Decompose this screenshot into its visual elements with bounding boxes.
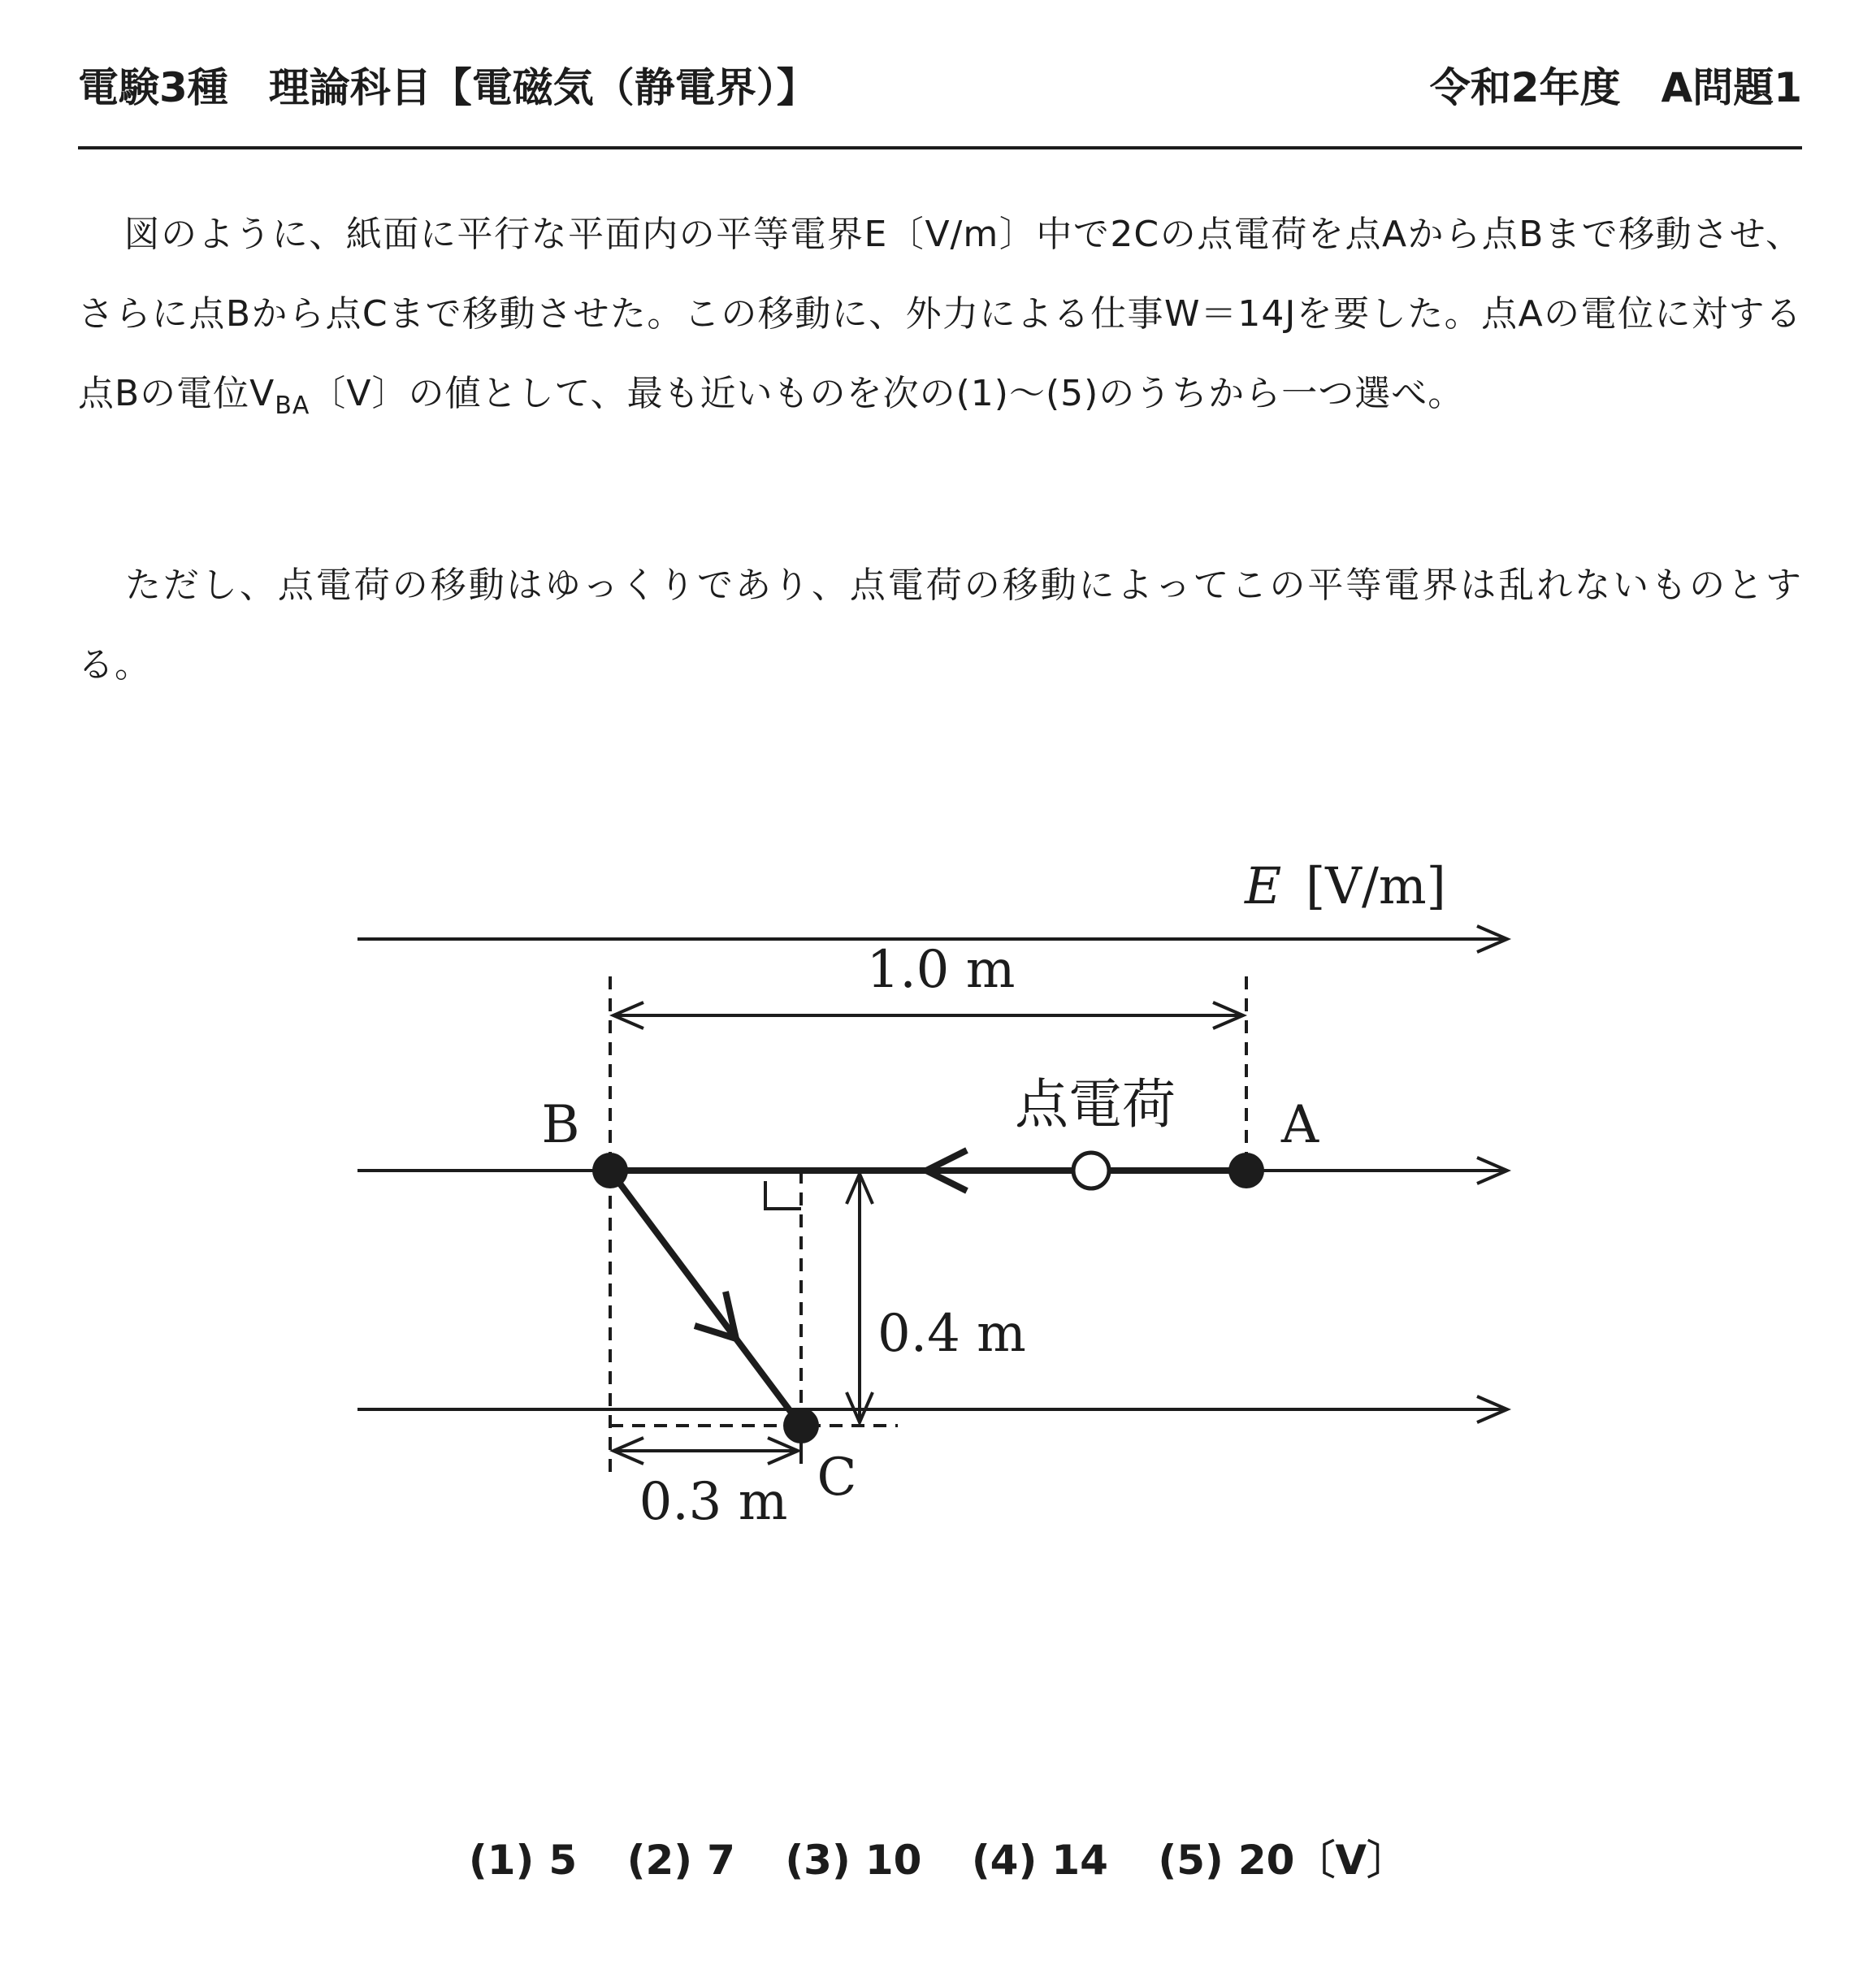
right-angle-mark — [765, 1181, 801, 1209]
question-text-part-2: 〔V〕の値として、最も近いものを次の(1)～(5)のうちから一つ選べ。 — [310, 373, 1465, 414]
dimension-ab-label: 1.0 m — [866, 940, 1016, 1000]
exam-year-label: 令和2年度 A問題1 — [1429, 64, 1802, 111]
point-charge-circle — [1073, 1153, 1109, 1188]
answer-option-5[interactable]: (5) 20〔V〕 — [1158, 1837, 1408, 1884]
answer-option-2[interactable]: (2) 7 — [626, 1837, 735, 1884]
subject-title: 電験3種 理論科目【電磁気（静電界）】 — [78, 64, 817, 111]
dimension-vertical-label: 0.4 m — [877, 1304, 1026, 1364]
field-label-symbol: E — [1245, 856, 1282, 915]
potential-subscript: BA — [275, 392, 310, 420]
point-c-label: C — [817, 1448, 857, 1508]
point-b-label: B — [541, 1095, 580, 1155]
point-a-dot — [1228, 1153, 1264, 1188]
header-divider — [78, 146, 1802, 149]
question-condition-text: ただし、点電荷の移動はゆっくりであり、点電荷の移動によってこの平等電界は乱れないものとする。 — [78, 565, 1802, 686]
field-diagram — [0, 796, 1876, 1608]
field-label-unit: [V/m] — [1305, 856, 1446, 915]
point-b-dot — [592, 1153, 628, 1188]
dimension-vertical — [847, 1174, 873, 1422]
question-text-part-1: 図のように、紙面に平行な平面内の平等電界E〔V/m〕中で2Cの点電荷を点Aから点Bまで移動させ、さらに点Bから点Cまで移動させた。この移動に、外力による仕事W＝14Jを要した。点Aの電位に対する点Bの電位V — [78, 214, 1802, 414]
question-paragraph-2 — [78, 546, 1802, 705]
dimension-horizontal — [613, 1438, 801, 1464]
point-a-label: A — [1280, 1095, 1319, 1155]
dimension-horizontal-label: 0.3 m — [639, 1472, 788, 1532]
answer-option-1[interactable]: (1) 5 — [468, 1837, 578, 1884]
point-c-dot — [783, 1408, 819, 1443]
page-header — [78, 55, 1802, 120]
answer-option-4[interactable]: (4) 14 — [971, 1837, 1108, 1884]
answer-option-3[interactable]: (3) 10 — [785, 1837, 922, 1884]
question-paragraph-1 — [78, 195, 1802, 434]
field-lines — [357, 926, 1507, 1608]
dashed-guides — [610, 976, 1246, 1478]
answer-choices — [0, 1828, 1876, 1893]
charge-label: 点電荷 — [1015, 1073, 1176, 1136]
dimension-ab — [613, 1002, 1243, 1028]
field-label — [1244, 856, 1446, 915]
